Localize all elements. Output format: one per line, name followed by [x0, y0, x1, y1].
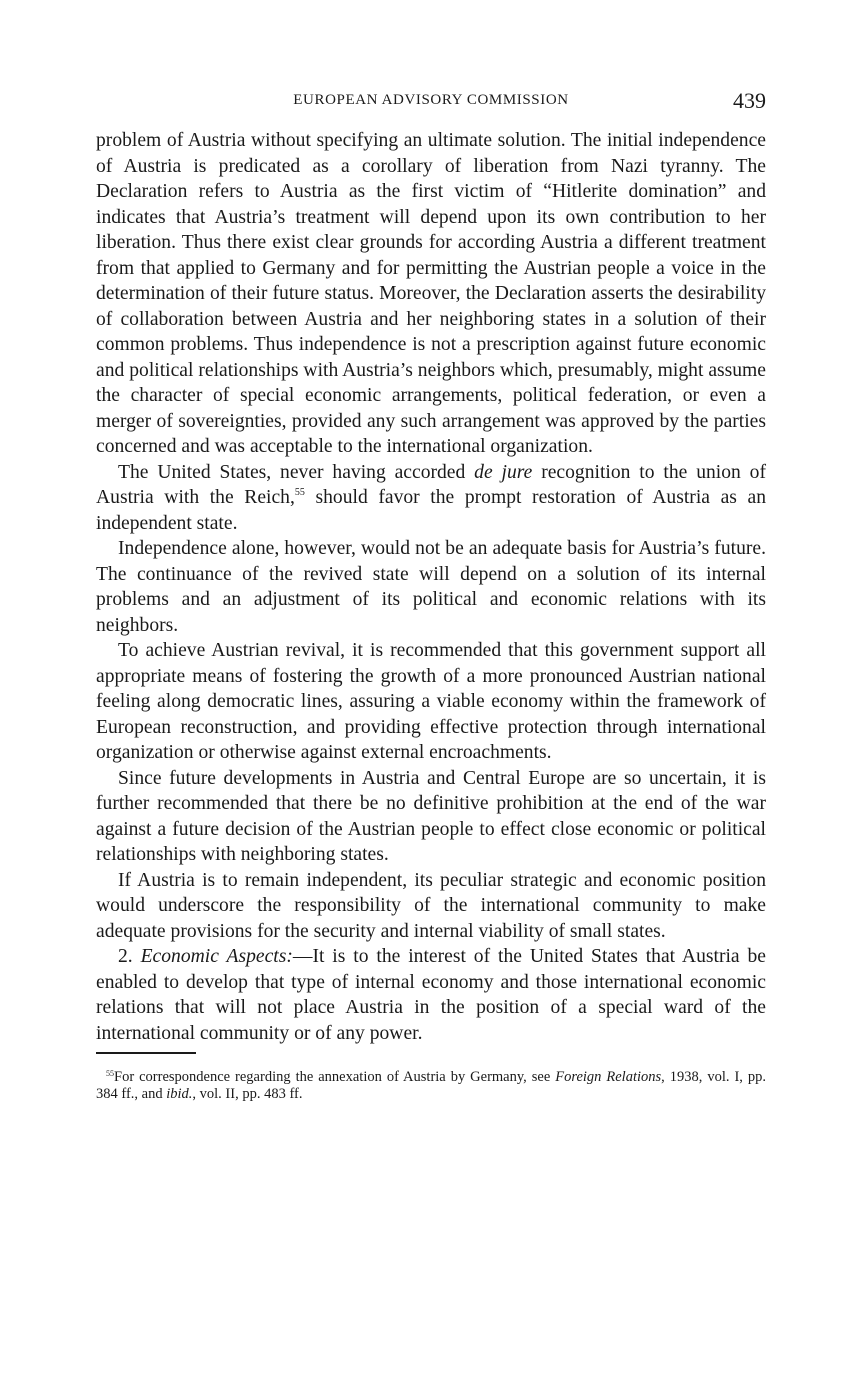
- paragraph-1: problem of Austria without specifying an ultimate solution. The initial independence of Austria is predicated as a corollary of liberation from Nazi tyranny. The Declaration refers to Austria as the first victim of “Hitlerite domination” and indicates that Austria’s treatment will depend upon its own contribution to her liberation. Thus there exist clear grounds for according Austria a different treatment from that applied to Germany and for permitting the Austrian people a voice in the determination of their future status. Moreover, the Declaration asserts the desirability of collaboration between Austria and her neighboring states in a solution of their common problems. Thus independence is not a prescription against future economic and political relationships with Austria’s neighbors which, presumably, might assume the character of special economic arrangements, political federation, or even a merger of sovereignties, provided any such arrangement was approved by the parties concerned and was acceptable to the international organization.: [96, 130, 766, 457]
- paragraph-2-text-start: The United States, never having accorded: [118, 461, 475, 483]
- paragraph-2: [96, 460, 766, 537]
- footnote-reference-55: 55: [294, 487, 305, 498]
- running-title: EUROPEAN ADVISORY COMMISSION: [293, 92, 569, 108]
- paragraph-7: [96, 944, 766, 1046]
- footnote-55: [96, 1069, 766, 1103]
- footnote-text-start: For correspondence regarding the annexation of Austria by Germany, see: [114, 1068, 556, 1085]
- footnote-ibid: ibid.: [166, 1085, 193, 1102]
- paragraph-5: Since future developments in Austria and Central Europe are so uncertain, it is further recommended that there be no definitive prohibition at the end of the war against a future decision of the Austrian people to effect close economic or political relationships with neighboring states.: [96, 767, 766, 865]
- section-heading-economic-aspects: Economic Aspects:: [140, 946, 293, 967]
- document-page: [96, 88, 766, 1117]
- running-head: [96, 88, 766, 118]
- paragraph-2-text-middle: recognition to the union of Austria with the Reich,: [96, 461, 766, 508]
- paragraph-3: Independence alone, however, would not be an adequate basis for Austria’s future. The continuance of the revived state will depend on a solution of its internal problems and an adjustment of its political and economic relations with its neighbors.: [96, 538, 766, 636]
- de-jure-italic: de jure: [474, 461, 533, 483]
- section-number: 2.: [118, 946, 141, 967]
- paragraph-7-text: —It is to the interest of the United States that Austria be enabled to develop that type of internal economy and those international economic relations that will not place Austria in the position of a special ward of the international community or of any power.: [96, 946, 766, 1044]
- footnote-source-title: Foreign Relations: [555, 1068, 662, 1085]
- footnote-number: 55: [106, 1068, 114, 1078]
- page-number: 439: [733, 88, 766, 113]
- footnote-text-middle: , 1938, vol. I, pp. 384 ff., and: [96, 1068, 767, 1102]
- footnote-divider: [96, 1052, 196, 1054]
- paragraph-4: To achieve Austrian revival, it is recommended that this government support all appropriate means of fostering the growth of a more pronounced Austrian national feeling along democratic lines, assuring a viable economy within the framework of European reconstruction, and providing effective protection through international organization or otherwise against external encroachments.: [96, 640, 766, 763]
- body-text: [96, 128, 766, 1046]
- paragraph-2-text-end: should favor the prompt restoration of Austria as an independent state.: [96, 487, 766, 534]
- paragraph-6: If Austria is to remain independent, its peculiar strategic and economic position would underscore the responsibility of the international community to make adequate provisions for the security and internal viability of small states.: [96, 869, 766, 942]
- footnote-text-end: , vol. II, pp. 483 ff.: [192, 1085, 303, 1102]
